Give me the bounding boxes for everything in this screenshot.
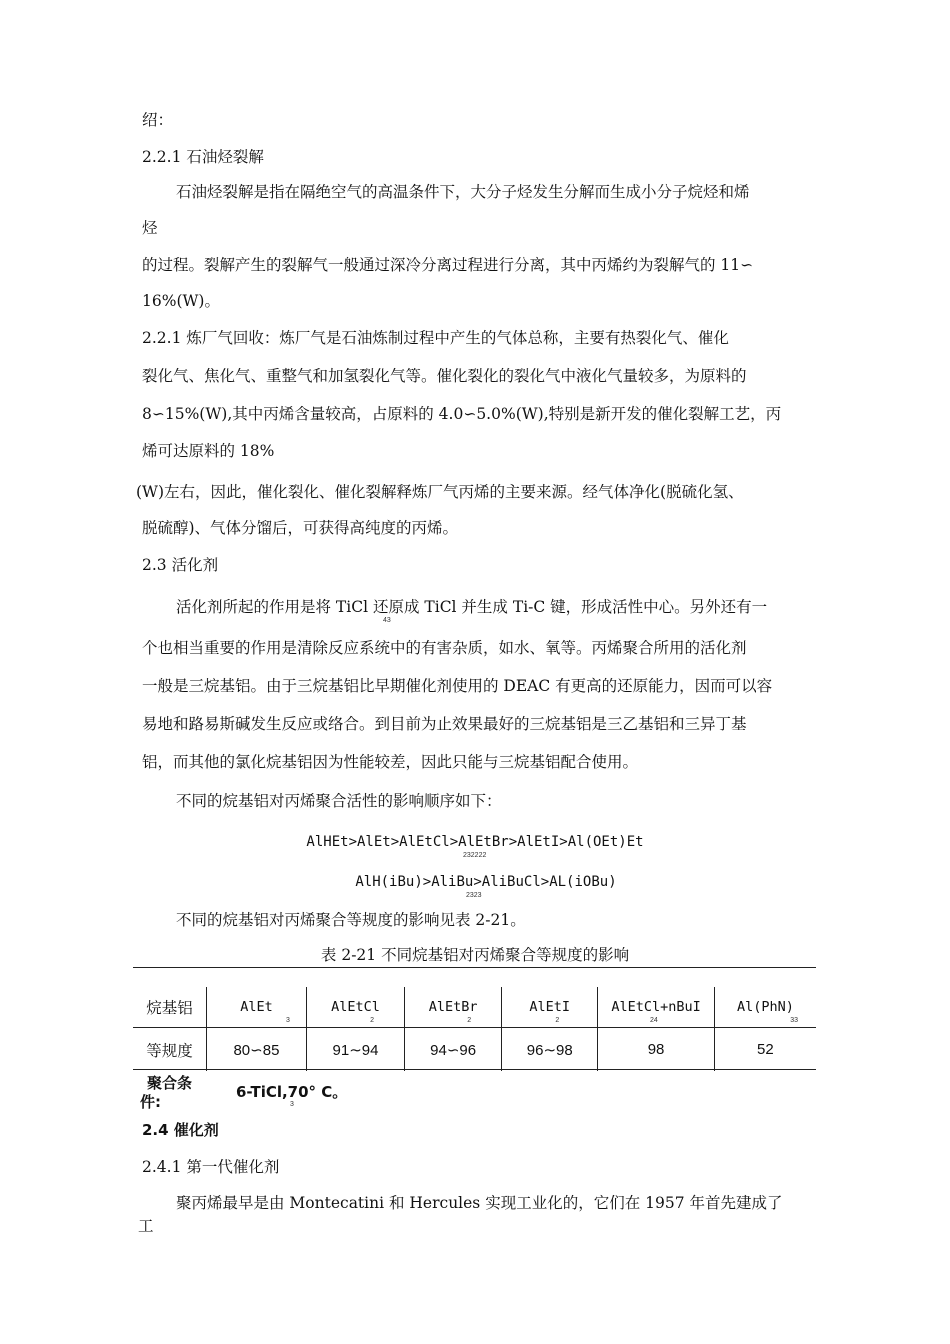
paragraph-line: 石油烃裂解是指在隔绝空气的高温条件下，大分子烃发生分解而生成小分子烷烃和烯 <box>176 183 750 201</box>
formula-line: AlHEt>AlEt>AlEtCl>AlEtBr>AlEtI>Al(OEt)Et <box>306 834 644 850</box>
table-header-cell: AlEtBr 2 <box>405 987 502 1028</box>
table-cell: 80∽85 <box>206 1028 306 1072</box>
table-bottom-rule <box>133 1069 816 1070</box>
paragraph-line: 裂化气、焦化气、重整气和加氢裂化气等。催化裂化的裂化气中液化气量较多，为原料的 <box>142 367 747 385</box>
table-top-rule <box>133 967 816 968</box>
table-cell: 91∼94 <box>306 1028 404 1072</box>
table-header-cell: 烷基铝 <box>133 987 206 1028</box>
paragraph-line: 易地和路易斯碱发生反应或络合。到目前为止效果最好的三烷基铝是三乙基铝和三异丁基 <box>142 715 747 733</box>
table-header-row <box>133 987 816 1028</box>
table-row <box>133 1028 816 1072</box>
section-heading-2-2-1: 2.2.1 石油烃裂解 <box>142 148 264 166</box>
alkylaluminum-table <box>133 987 816 1071</box>
paragraph-line: 活化剂所起的作用是将 TiCl 还原成 TiCl 并生成 Ti-C 键，形成活性中心。另外还有一 <box>176 598 768 616</box>
section-heading-2-4-1: 2.4.1 第一代催化剂 <box>142 1158 280 1176</box>
paragraph-line: 不同的烷基铝对丙烯聚合活性的影响顺序如下： <box>176 792 502 810</box>
condition-value: 6-TiCl,70° C。 <box>236 1083 348 1101</box>
table-header-cell: AlEtCl+nBuI 24 <box>598 987 715 1028</box>
condition-label: 件: <box>140 1093 161 1111</box>
paragraph-line: 脱硫醇)、气体分馏后，可获得高纯度的丙烯。 <box>142 519 459 537</box>
paragraph-line: 不同的烷基铝对丙烯聚合等规度的影响见表 2-21。 <box>176 911 526 929</box>
table-header-cell: AlEt 3 <box>206 987 306 1028</box>
section-heading-2-3: 2.3 活化剂 <box>142 556 219 574</box>
condition-label: 聚合条 <box>147 1074 193 1092</box>
subscript: 232222 <box>463 852 487 859</box>
table-cell: 98 <box>598 1028 715 1072</box>
paragraph-line: 16%(W)。 <box>142 292 220 310</box>
paragraph-line: 铝，而其他的氯化烷基铝因为性能较差，因此只能与三烷基铝配合使用。 <box>142 753 639 771</box>
table-cell: 96∼98 <box>502 1028 598 1072</box>
table-cell: 等规度 <box>133 1028 206 1072</box>
paragraph-line: 的过程。裂解产生的裂解气一般通过深冷分离过程进行分离，其中丙烯约为裂解气的 11∽ <box>142 256 754 274</box>
table-header-cell: Al(PhN) 33 <box>714 987 816 1028</box>
paragraph-line: 烯可达原料的 18% <box>142 442 275 460</box>
paragraph-line: 一般是三烷基铝。由于三烷基铝比早期催化剂使用的 DEAC 有更高的还原能力，因而可以容 <box>142 677 773 695</box>
paragraph-line: 2.2.1 炼厂气回收：炼厂气是石油炼制过程中产生的气体总称，主要有热裂化气、催化 <box>142 329 729 347</box>
subscript: 3 <box>290 1101 294 1108</box>
table-header-cell: AlEtCl 2 <box>306 987 404 1028</box>
table-header-cell: AlEtI 2 <box>502 987 598 1028</box>
paragraph-line: 个也相当重要的作用是清除反应系统中的有害杂质，如水、氧等。丙烯聚合所用的活化剂 <box>142 639 747 657</box>
paragraph-line: 聚丙烯最早是由 Montecatini 和 Hercules 实现工业化的，它们在 1957 年首先建成了 <box>176 1194 783 1212</box>
subscript: 2323 <box>466 892 482 899</box>
section-heading-2-4: 2.4 催化剂 <box>142 1121 219 1139</box>
table-cell: 52 <box>714 1028 816 1072</box>
paragraph-line: (W)左右，因此，催化裂化、催化裂解释炼厂气丙烯的主要来源。经气体净化(脱硫化氢、 <box>136 483 744 501</box>
text-line: 绍： <box>142 111 174 129</box>
paragraph-line: 烃 <box>142 219 158 237</box>
table-cell: 94∽96 <box>405 1028 502 1072</box>
formula-line: AlH(iBu)>AliBu>AliBuCl>AL(iOBu) <box>355 874 617 890</box>
subscript: 43 <box>383 617 391 624</box>
paragraph-line: 8∽15%(W),其中丙烯含量较高，占原料的 4.0∽5.0%(W),特别是新开发的催化裂解工艺，丙 <box>142 405 782 423</box>
table-caption: 表 2-21 不同烷基铝对丙烯聚合等规度的影响 <box>320 946 630 964</box>
paragraph-line: 工 <box>138 1217 154 1235</box>
